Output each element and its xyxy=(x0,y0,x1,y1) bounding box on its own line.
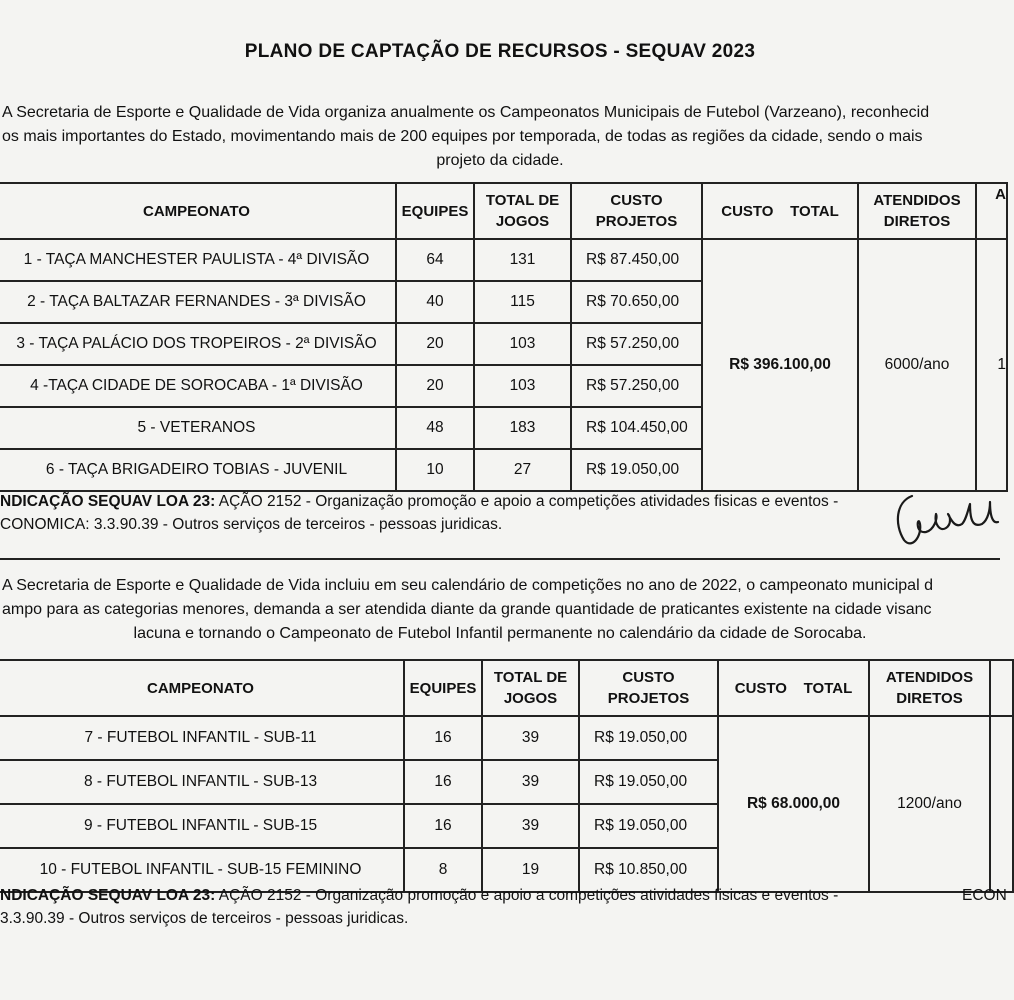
header-custo-total: CUSTO TOTAL xyxy=(718,660,869,716)
header-custo-total: CUSTO TOTAL xyxy=(702,183,858,239)
cell-equipes: 20 xyxy=(396,323,474,365)
cell-jogos: 103 xyxy=(474,323,571,365)
cell-campeonato: 3 - TAÇA PALÁCIO DOS TROPEIROS - 2ª DIVISÃO xyxy=(0,323,396,365)
cell-equipes: 40 xyxy=(396,281,474,323)
section1-intro xyxy=(0,101,1000,173)
signature xyxy=(890,484,1000,554)
header-equipes: EQUIPES xyxy=(404,660,482,716)
cell-extra: 1 xyxy=(976,239,1007,491)
cell-campeonato: 1 - TAÇA MANCHESTER PAULISTA - 4ª DIVISÃO xyxy=(0,239,396,281)
section-divider xyxy=(0,558,1000,560)
header-total-jogos: TOTAL DE JOGOS xyxy=(474,183,571,239)
cell-atendidos: 1200/ano xyxy=(869,716,990,892)
section1-footer xyxy=(0,490,890,536)
header-custo-projetos: CUSTO PROJETOS xyxy=(579,660,718,716)
cell-equipes: 8 xyxy=(404,848,482,892)
cell-campeonato: 5 - VETERANOS xyxy=(0,407,396,449)
cell-custo-total: R$ 396.100,00 xyxy=(702,239,858,491)
cell-jogos: 39 xyxy=(482,804,579,848)
footer-line: 3.3.90.39 - Outros serviços de terceiros - pessoas juridicas. xyxy=(0,910,409,927)
header-custo-projetos: CUSTO PROJETOS xyxy=(571,183,702,239)
cell-jogos: 39 xyxy=(482,760,579,804)
cell-custo: R$ 104.450,00 xyxy=(571,407,702,449)
section2-table xyxy=(0,659,1014,893)
cell-jogos: 183 xyxy=(474,407,571,449)
cell-custo: R$ 57.250,00 xyxy=(571,365,702,407)
cell-jogos: 115 xyxy=(474,281,571,323)
cell-campeonato: 2 - TAÇA BALTAZAR FERNANDES - 3ª DIVISÃO xyxy=(0,281,396,323)
header-campeonato: CAMPEONATO xyxy=(0,183,396,239)
cell-jogos: 27 xyxy=(474,449,571,491)
intro-line: ampo para as categorias menores, demanda a ser atendida diante da grande quantidade de praticantes existente na cidade visanc xyxy=(2,601,932,618)
page-title: PLANO DE CAPTAÇÃO DE RECURSOS - SEQUAV 2023 xyxy=(244,41,756,62)
cell-custo: R$ 57.250,00 xyxy=(571,323,702,365)
intro-line: A Secretaria de Esporte e Qualidade de Vida incluiu em seu calendário de competições no ano de 2022, o campeonato municipal d xyxy=(2,577,933,594)
cell-campeonato: 7 - FUTEBOL INFANTIL - SUB-11 xyxy=(0,716,404,760)
cell-equipes: 10 xyxy=(396,449,474,491)
intro-line: lacuna e tornando o Campeonato de Futebol Infantil permanente no calendário da cidade de Sorocaba. xyxy=(133,625,867,642)
header-campeonato: CAMPEONATO xyxy=(0,660,404,716)
intro-line: projeto da cidade. xyxy=(436,152,564,169)
intro-line: os mais importantes do Estado, movimentando mais de 200 equipes por temporada, de todas as regiões da cidade, sendo o mais xyxy=(2,128,923,145)
cell-equipes: 16 xyxy=(404,716,482,760)
cell-custo: R$ 70.650,00 xyxy=(571,281,702,323)
footer-label: NDICAÇÃO SEQUAV LOA 23: xyxy=(0,493,216,510)
cell-campeonato: 9 - FUTEBOL INFANTIL - SUB-15 xyxy=(0,804,404,848)
cell-custo: R$ 19.050,00 xyxy=(571,449,702,491)
footer-text: AÇÃO 2152 - Organização promoção e apoio a competições atividades fisicas e eventos - xyxy=(215,887,839,904)
cell-atendidos: 6000/ano xyxy=(858,239,976,491)
cell-equipes: 16 xyxy=(404,760,482,804)
header-atendidos-diretos: ATENDIDOS DIRETOS xyxy=(858,183,976,239)
cell-jogos: 131 xyxy=(474,239,571,281)
table-row xyxy=(0,239,1007,281)
footer-line xyxy=(0,490,890,513)
cell-custo: R$ 19.050,00 xyxy=(579,716,718,760)
cell-campeonato: 10 - FUTEBOL INFANTIL - SUB-15 FEMININO xyxy=(0,848,404,892)
cell-jogos: 19 xyxy=(482,848,579,892)
cell-extra xyxy=(990,716,1013,892)
section2-intro xyxy=(0,574,1000,646)
cell-custo-total: R$ 68.000,00 xyxy=(718,716,869,892)
footer-trailing: ECON xyxy=(962,887,1007,904)
cell-custo: R$ 10.850,00 xyxy=(579,848,718,892)
cell-jogos: 39 xyxy=(482,716,579,760)
footer-label: NDICAÇÃO SEQUAV LOA 23: xyxy=(0,887,216,904)
cell-campeonato: 4 -TAÇA CIDADE DE SOROCABA - 1ª DIVISÃO xyxy=(0,365,396,407)
section1-table xyxy=(0,182,1008,492)
cell-custo: R$ 19.050,00 xyxy=(579,804,718,848)
header-extra: A xyxy=(976,183,1007,239)
section2-footer xyxy=(0,884,1007,930)
footer-line xyxy=(0,884,1007,907)
intro-line: A Secretaria de Esporte e Qualidade de Vida organiza anualmente os Campeonatos Municipais de Futebol (Varzeano), reconhecid xyxy=(2,104,930,121)
header-total-jogos: TOTAL DE JOGOS xyxy=(482,660,579,716)
header-atendidos-diretos: ATENDIDOS DIRETOS xyxy=(869,660,990,716)
cell-jogos: 103 xyxy=(474,365,571,407)
header-extra xyxy=(990,660,1013,716)
cell-equipes: 48 xyxy=(396,407,474,449)
cell-equipes: 64 xyxy=(396,239,474,281)
header-equipes: EQUIPES xyxy=(396,183,474,239)
footer-text: AÇÃO 2152 - Organização promoção e apoio a competições atividades fisicas e eventos - xyxy=(215,493,839,510)
cell-custo: R$ 19.050,00 xyxy=(579,760,718,804)
cell-custo: R$ 87.450,00 xyxy=(571,239,702,281)
footer-line: CONOMICA: 3.3.90.39 - Outros serviços de terceiros - pessoas juridicas. xyxy=(0,516,503,533)
cell-equipes: 20 xyxy=(396,365,474,407)
cell-equipes: 16 xyxy=(404,804,482,848)
cell-campeonato: 8 - FUTEBOL INFANTIL - SUB-13 xyxy=(0,760,404,804)
table-row xyxy=(0,716,1013,760)
cell-campeonato: 6 - TAÇA BRIGADEIRO TOBIAS - JUVENIL xyxy=(0,449,396,491)
